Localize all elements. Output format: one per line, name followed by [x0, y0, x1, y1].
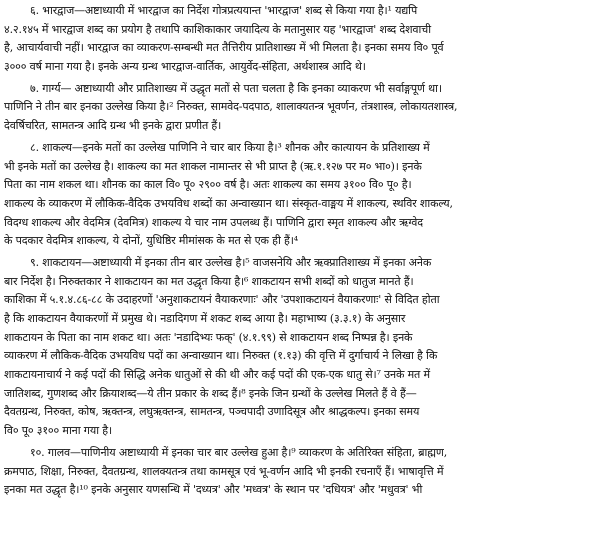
text-line: ९. शाकटायन—अष्टाध्यायी में इनका तीन बार उल्लेख है।⁵ वाजसनेयि और ऋक्प्रातिशाख्य में इनका अनेक: [30, 255, 432, 269]
text-line: देवर्षिचरित, सामतन्त्र आदि ग्रन्थ भी इनके द्वारा प्रणीत हैं।: [4, 119, 222, 133]
paragraph-section: [4, 444, 596, 500]
paragraph-section: [4, 80, 596, 136]
text-line: दैवतग्रन्थ, निरुक्त, कोष, ऋक्तन्त्र, लघुऋक्तन्त्र, सामतन्त्र, पञ्चपादी उणादिसूत्र और श्राद्धकल्प। इनका समय: [4, 405, 420, 419]
text-line: शाकटायन के पिता का नाम शकट था। अतः 'नडादिभ्यः फक्' (४.१.९९) से शाकटायन शब्द निष्पन्न है। इनके: [4, 330, 413, 344]
text-line: ७. गार्ग्य— अष्टाध्यायी और प्रातिशाख्य में उद्धृत मतों से पता चलता है कि इनका व्याकरण भी सर्वाङ्गपूर्ण था।: [30, 81, 442, 95]
text-line: ६. भारद्वाज—अष्टाध्यायी में भारद्वाज का निर्देश गोत्रप्रत्ययान्त 'भारद्वाज' शब्द से किया गया है।¹ यद्यपि: [30, 4, 418, 17]
text-line: पाणिनि ने तीन बार इनका उल्लेख किया है।² निरुक्त, सामवेद-पदपाठ, शालाक्यतन्त्र भूवर्णन, तंत्रशास्त्र, लोकायतशास्त्र,: [4, 100, 458, 114]
text-line: व्याकरण में लौकिक-वैदिक उभयविध पदों का अन्वाख्यान था। निरुक्त (१.१३) की वृत्ति में दुर्गाचार्य ने लिखा है कि: [4, 349, 438, 363]
text-line: जातिशब्द, गुणशब्द और क्रियाशब्द—ये तीन प्रकार के शब्द हैं।⁸ इनके जिन ग्रन्थों के उल्लेख मिलते हैं वे हैं—: [4, 386, 417, 400]
text-line: काशिका में ५.१.४.८६-८८ के उदाहरणों 'अनुशाकटायनं वैयाकरणाः' और 'उपशाकटायनं वैयाकरणाः' से विदित होता: [4, 293, 440, 307]
text-line: है, आचार्यवाची नहीं। भारद्वाज का व्याकरण-सम्बन्धी मत तैत्तिरीय प्रातिशाख्य में भी मिलता है। इनका समय वि० पूर्व: [4, 41, 444, 55]
text-line: इनका मत उद्धृत है।¹⁰ इनके अनुसार यणसन्धि में 'दध्यत्र' और 'मध्वत्र' के स्थान पर 'दधियत्र' और 'मधुवत्र' भी: [4, 483, 423, 497]
text-line: १०. गालव—पाणिनीय अष्टाध्यायी में इनका चार बार उल्लेख हुआ है।⁹ व्याकरण के अतिरिक्त संहिता, ब्राह्मण,: [30, 445, 448, 459]
paragraph-section: [4, 254, 596, 441]
text-line: है कि शाकटायन वैयाकरणों में प्रमुख थे। नडादिगण में शकट शब्द आया है। महाभाष्य (३.३.१) के अनुसार: [4, 312, 406, 325]
text-line: ३००० वर्ष माना गया है। इनके अन्य ग्रन्थ भारद्वाज-वार्तिक, आयुर्वेद-संहिता, अर्थशास्त्र आदि थे।: [4, 60, 366, 74]
text-line: विदग्ध शाकल्य और वेदमित्र (देवमित्र) शाकल्य ये चार नाम उपलब्ध हैं। पाणिनि द्वारा स्मृत शाकल्य और ऋग्वेद: [4, 215, 423, 229]
text-line: ४.२.१४५ में भारद्वाज शब्द का प्रयोग है तथापि काशिकाकार जयादित्य के मतानुसार यह 'भारद्वाज' शब्द देशवाची: [4, 22, 431, 36]
text-line: शाकल्य के व्याकरण में लौकिक-वैदिक उभयविध शब्दों का अन्वाख्यान था। संस्कृत-वाङ्मय में शाकल्य, स्थविर शाकल्य,: [4, 196, 453, 210]
paragraph-section: [4, 139, 596, 251]
text-line: बार निर्देश है। निरुक्तकार ने शाकटायन का मत उद्धृत किया है।⁶ शाकटायन सभी शब्दों को धातुज मानते हैं।: [4, 274, 414, 288]
text-line: ८. शाकल्य—इनके मतों का उल्लेख पाणिनि ने चार बार किया है।³ शौनक और कात्यायन के प्रतिशाख्य में: [30, 140, 430, 154]
text-line: भी इनके मतों का उल्लेख है। शाकल्य का मत शाकल नामान्तर से भी प्राप्त है (ऋ.१.१२७ पर म० भा०)। इनके: [4, 159, 422, 173]
paragraph-section: [4, 2, 596, 77]
text-line: शाकटायनाचार्य ने कई पदों की सिद्धि अनेक धातुओं से की थी और कई पदों की एक-एक धातु से।⁷ उनके मत में: [4, 368, 430, 382]
text-line: वि० पू० ३१०० माना गया है।: [4, 424, 112, 438]
text-line: के पदकार वेदमित्र शाकल्य, ये दोनों, युधिष्ठिर मीमांसक के मत से एक ही हैं।⁴: [4, 234, 299, 248]
text-line: पिता का नाम शकल था। शौनक का काल वि० पू० २९०० वर्ष है। अतः शाकल्य का समय ३१०० वि० पू० है।: [4, 178, 412, 192]
text-line: क्रमपाठ, शिक्षा, निरुक्त, दैवतग्रन्थ, शालक्यतन्त्र तथा कामसूत्र एवं भू-वर्णन आदि भी इनकी रचनाएँ हैं। भाषावृत्ति में: [4, 464, 444, 478]
